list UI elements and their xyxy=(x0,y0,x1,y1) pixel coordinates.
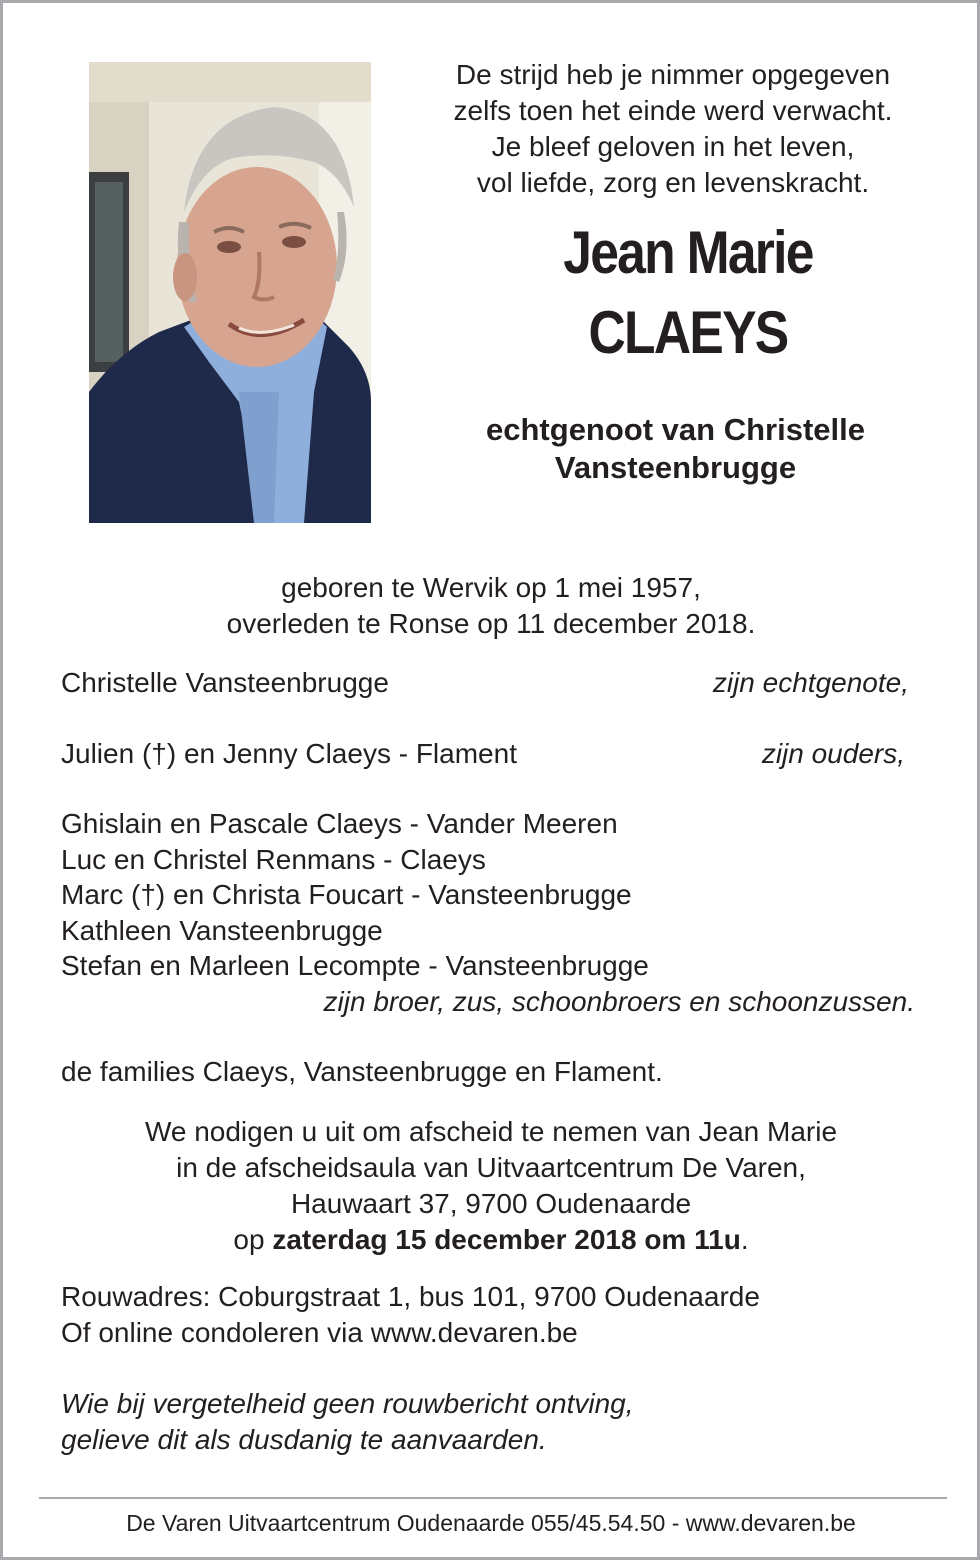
invitation-line: We nodigen u uit om afscheid te nemen van Jean Marie xyxy=(144,1116,838,1147)
birth-line: geboren te Wervik op 1 mei 1957, xyxy=(281,572,701,603)
invitation-date-prefix: op xyxy=(233,1224,273,1255)
mourning-address: Rouwadres: Coburgstraat 1, bus 101, 9700 Oudenaarde xyxy=(61,1281,760,1312)
invitation-line: Hauwaart 37, 9700 Oudenaarde xyxy=(290,1188,692,1219)
invitation xyxy=(3,1114,979,1258)
family-siblings-relation: zijn broer, zus, schoonbroers en schoonzussen. xyxy=(323,986,915,1017)
notice xyxy=(61,1386,634,1458)
poem-line: vol liefde, zorg en levenskracht. xyxy=(476,167,870,198)
family-parents-name: Julien (†) en Jenny Claeys - Flament xyxy=(61,738,517,769)
deceased-first-names: Jean Marie xyxy=(563,219,813,286)
spouse-line xyxy=(403,411,948,487)
poem-line: Je bleef geloven in het leven, xyxy=(491,131,855,162)
invitation-date xyxy=(3,1222,979,1258)
footer-divider xyxy=(39,1497,947,1499)
family-extended: de families Claeys, Vansteenbrugge en Flament. xyxy=(61,1056,663,1087)
spouse-line-text: echtgenoot van Christelle xyxy=(486,412,865,447)
notice-line: gelieve dit als dusdanig te aanvaarden. xyxy=(61,1424,547,1455)
footer-text: De Varen Uitvaartcentrum Oudenaarde 055/45.54.50 - www.devaren.be xyxy=(126,1510,856,1536)
invitation-date-bold: zaterdag 15 december 2018 om 11u xyxy=(272,1224,741,1255)
family-sibling: Kathleen Vansteenbrugge xyxy=(61,915,383,946)
family-parents-relation: zijn ouders, xyxy=(761,738,905,769)
poem-line: De strijd heb je nimmer opgegeven xyxy=(455,59,891,90)
poem-line: zelfs toen het einde werd verwacht. xyxy=(453,95,893,126)
family-spouse-name: Christelle Vansteenbrugge xyxy=(61,667,389,698)
death-line: overleden te Ronse op 11 december 2018. xyxy=(226,608,756,639)
family-sibling: Stefan en Marleen Lecompte - Vansteenbrugge xyxy=(61,950,649,981)
spouse-line-text: Vansteenbrugge xyxy=(554,450,797,485)
deceased-last-name: CLAEYS xyxy=(588,299,788,366)
notice-line: Wie bij vergetelheid geen rouwbericht ontving, xyxy=(61,1388,634,1419)
family-sibling: Luc en Christel Renmans - Claeys xyxy=(61,844,486,875)
family-sibling: Marc (†) en Christa Foucart - Vansteenbrugge xyxy=(61,879,632,910)
birth-death-dates xyxy=(3,570,979,642)
family-sibling: Ghislain en Pascale Claeys - Vander Meeren xyxy=(61,808,618,839)
online-condolences: Of online condoleren via www.devaren.be xyxy=(61,1317,578,1348)
poem xyxy=(403,57,943,201)
family-spouse-relation: zijn echtgenote, xyxy=(712,667,909,698)
portrait-photo xyxy=(89,62,371,523)
invitation-date-suffix: . xyxy=(740,1224,749,1255)
invitation-line: in de afscheidsaula van Uitvaartcentrum De Varen, xyxy=(176,1152,806,1183)
